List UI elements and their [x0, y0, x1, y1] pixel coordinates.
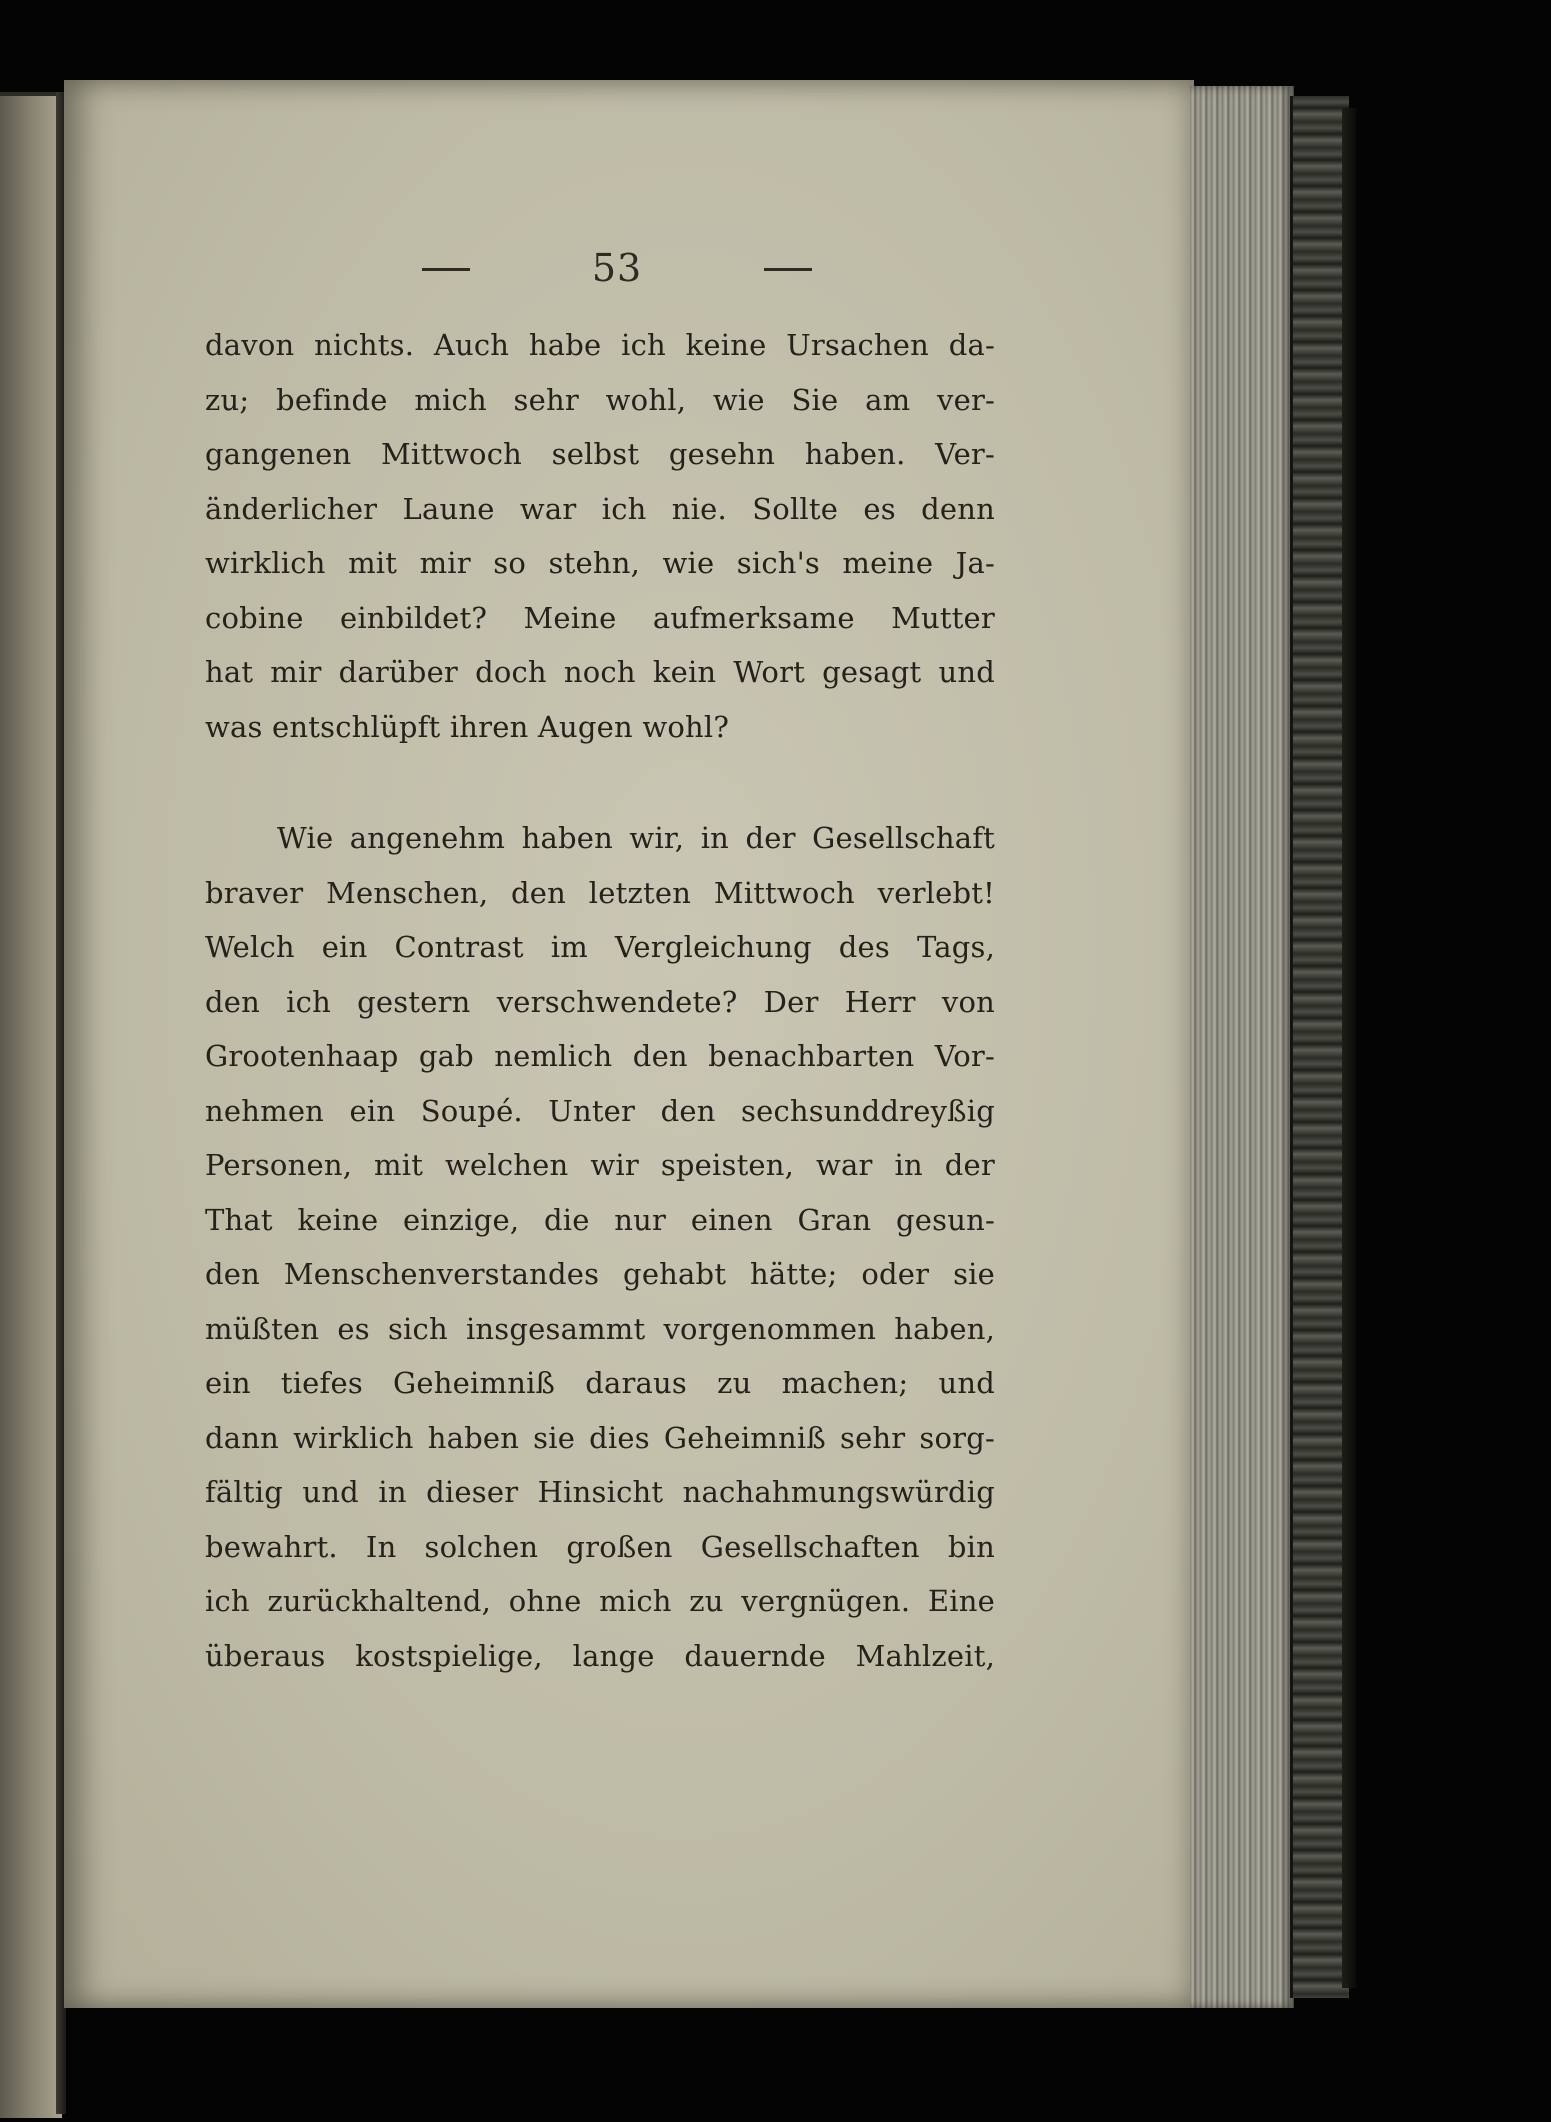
- text-line: Grootenhaap gab nemlich den benachbarten Vor-: [205, 1039, 995, 1073]
- text-line: That keine einzige, die nur einen Gran gesun-: [205, 1202, 995, 1237]
- text-line: überaus kostspielige, lange dauernde Mahlzeit,: [205, 1638, 995, 1673]
- page-number: 53: [591, 246, 643, 290]
- text-line: braver Menschen, den letzten Mittwoch verlebt!: [205, 875, 995, 910]
- text-line: gangenen Mittwoch selbst gesehn haben. Ver-: [205, 437, 995, 471]
- book-cover-edge: [1290, 96, 1349, 1998]
- text-line: cobine einbildet? Meine aufmerksame Mutter: [205, 600, 995, 635]
- text-line: was entschlüpft ihren Augen wohl?: [205, 709, 730, 744]
- text-line: fältig und in dieser Hinsicht nachahmungswürdig: [205, 1475, 995, 1509]
- text-line: ein tiefes Geheimniß daraus zu machen; und: [205, 1366, 995, 1400]
- text-line: den Menschenverstandes gehabt hätte; oder sie: [205, 1257, 995, 1291]
- book-cover-shadow: [1342, 108, 1356, 1988]
- text-line: änderlicher Laune war ich nie. Sollte es denn: [205, 491, 995, 526]
- text-line: Wie angenehm haben wir, in der Gesellschaft: [277, 821, 995, 855]
- text-line: hat mir darüber doch noch kein Wort gesagt und: [205, 655, 995, 689]
- text-line: Welch ein Contrast im Vergleichung des Tags,: [205, 930, 995, 964]
- page-header: [422, 236, 812, 296]
- text-line: den ich gestern verschwendete? Der Herr von: [205, 984, 995, 1019]
- text-line: wirklich mit mir so stehn, wie sich's meine Ja-: [205, 546, 995, 580]
- text-line: ich zurückhaltend, ohne mich zu vergnügen. Eine: [205, 1584, 995, 1618]
- text-line: müßten es sich insgesammt vorgenommen haben,: [205, 1311, 995, 1346]
- paragraph-gap: [205, 754, 995, 811]
- header-dash-right: [764, 268, 812, 271]
- text-line: bewahrt. In solchen großen Gesellschaften bin: [205, 1529, 995, 1564]
- text-line: Personen, mit welchen wir speisten, war in der: [205, 1148, 995, 1182]
- paragraph-1: [205, 318, 995, 754]
- text-line: nehmen ein Soupé. Unter den sechsunddreyßig: [205, 1093, 995, 1128]
- paragraph-2: [205, 811, 995, 1683]
- text-line: davon nichts. Auch habe ich keine Ursachen da-: [205, 328, 995, 362]
- text-line: zu; befinde mich sehr wohl, wie Sie am ver-: [205, 382, 995, 417]
- page-body-text: [205, 318, 995, 1683]
- text-line: dann wirklich haben sie dies Geheimniß sehr sorg-: [205, 1420, 995, 1455]
- left-page-edge: [0, 92, 62, 2118]
- page-block-edges: [1190, 86, 1294, 2008]
